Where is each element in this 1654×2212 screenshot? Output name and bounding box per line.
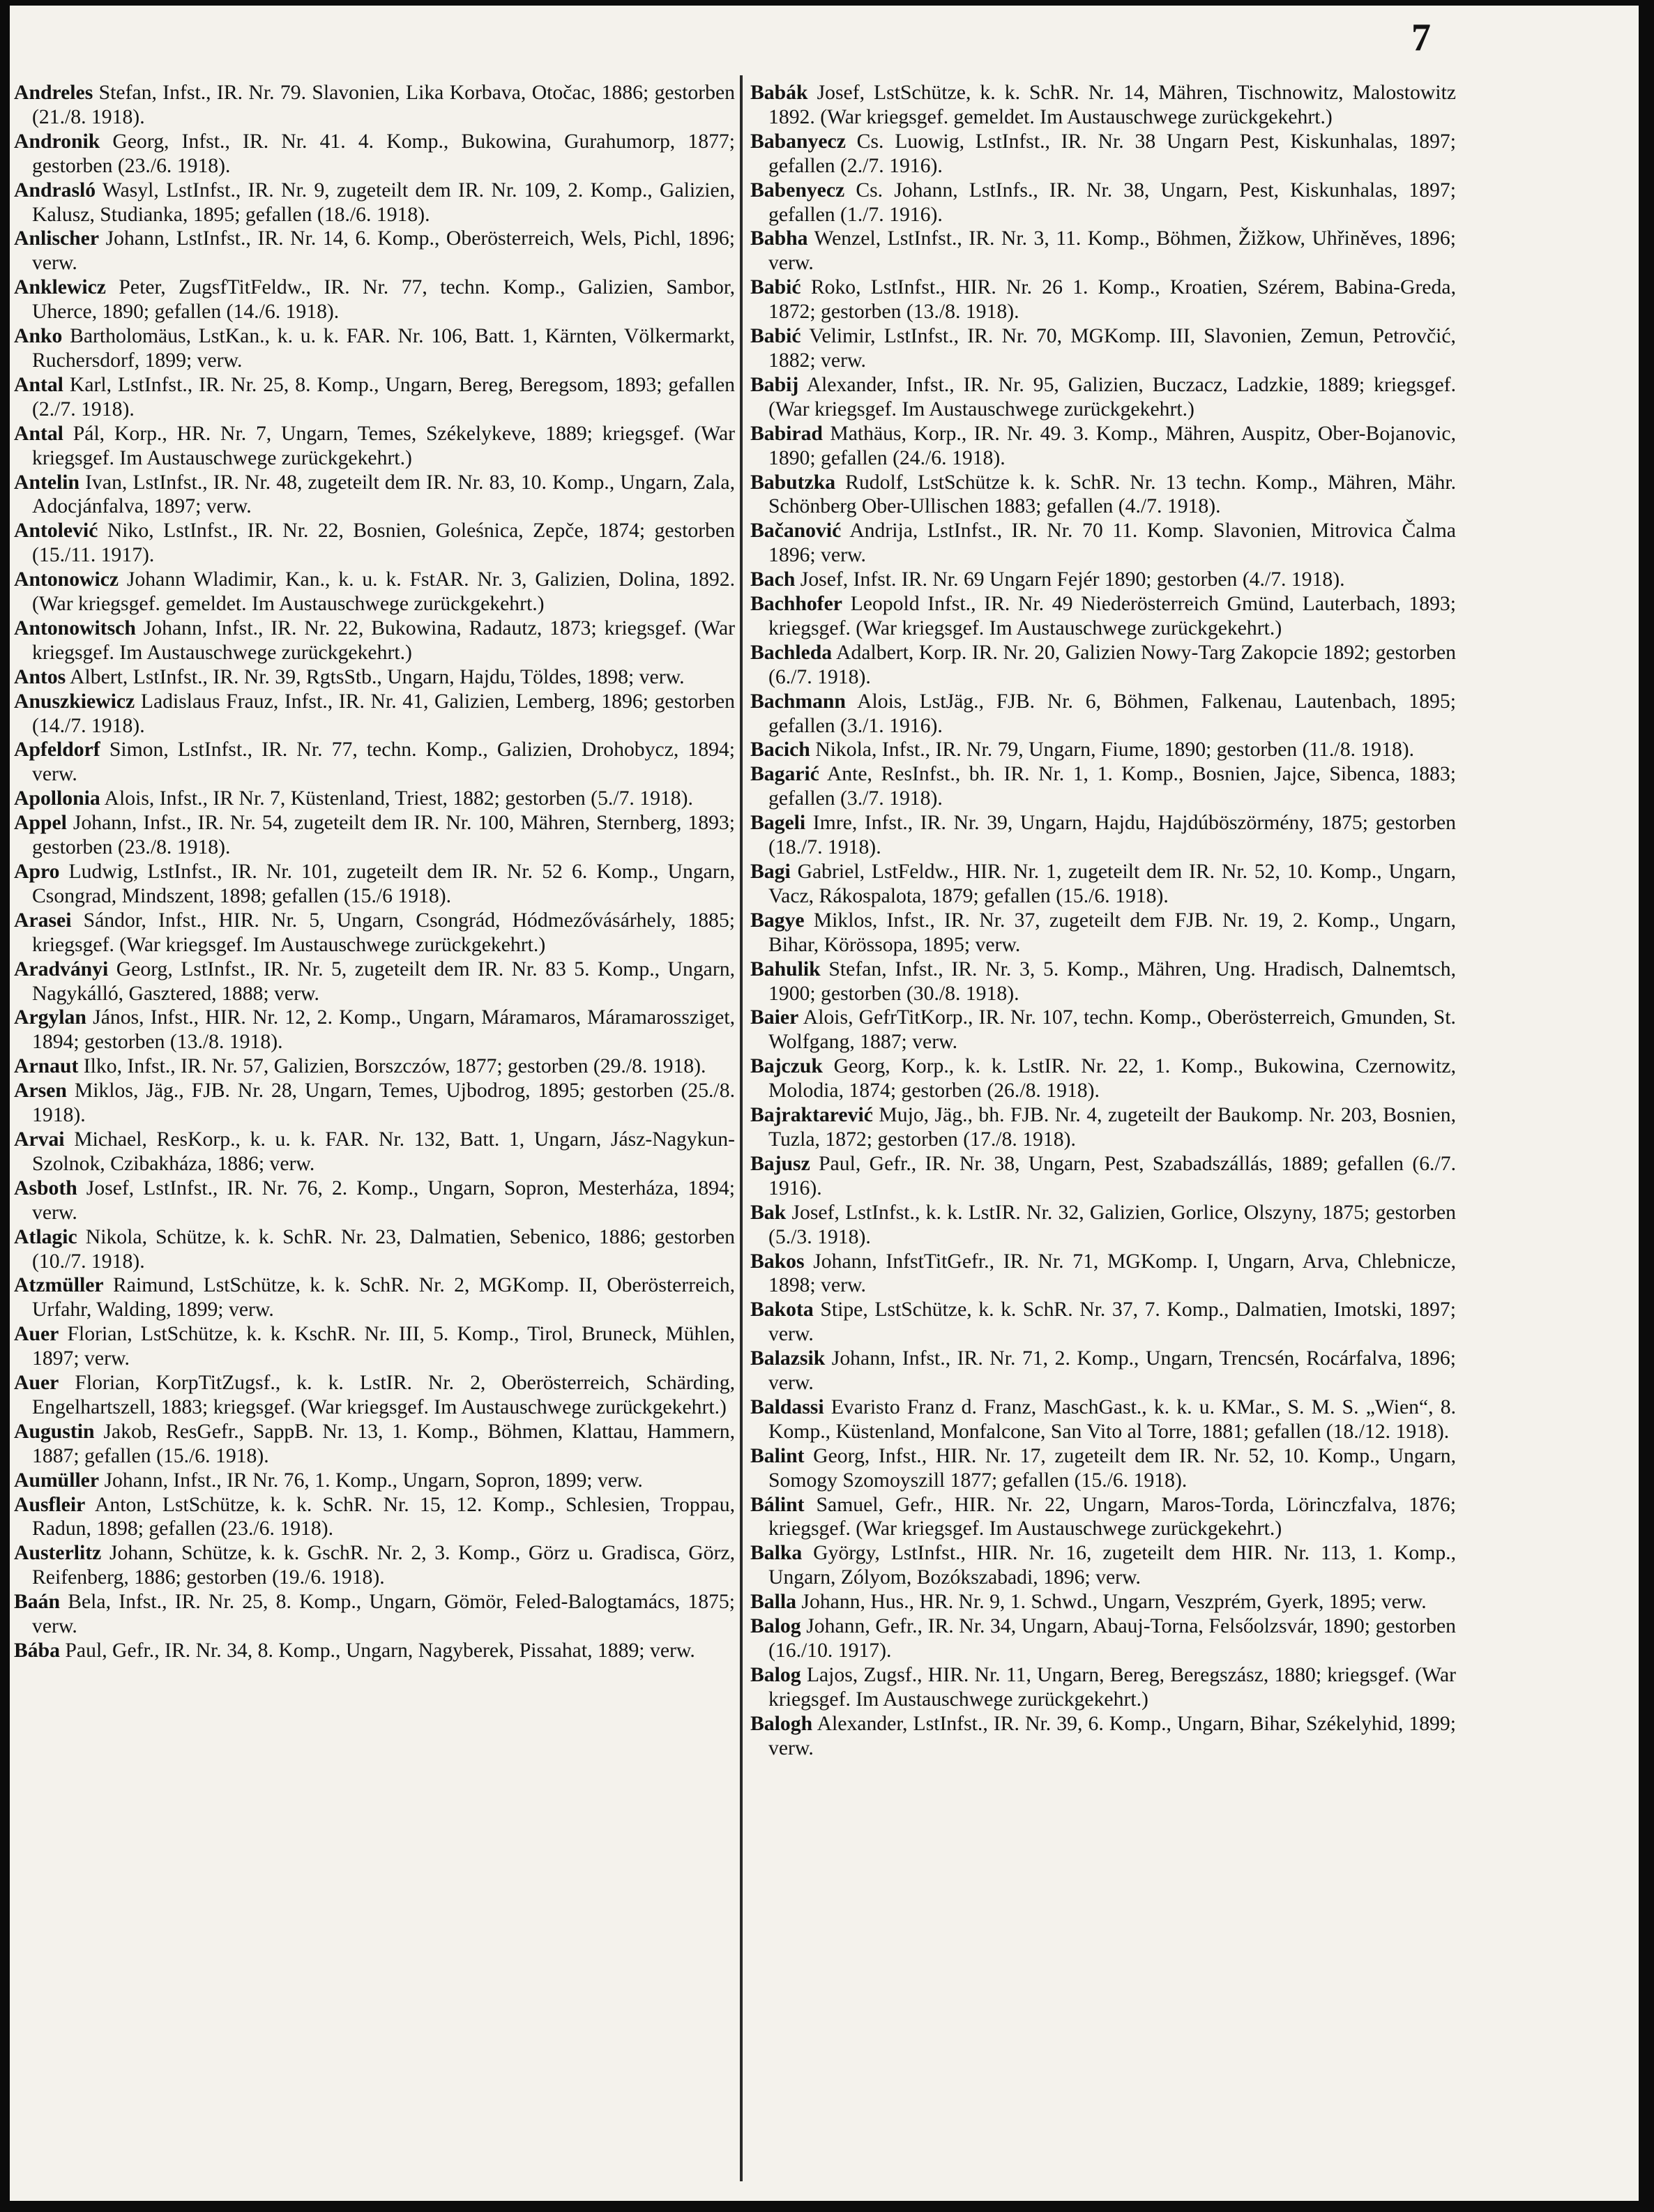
entry-details: Nikola, Infst., IR. Nr. 79, Ungarn, Fiume, 1890; gestorben (11./8. 1918). <box>815 738 1415 762</box>
entry-surname: Antonowicz <box>14 568 119 591</box>
entry-details: Cs. Luowig, LstInfst., IR. Nr. 38 Ungarn Pest, Kiskunhalas, 1897; gefallen (2./7. 1916). <box>768 130 1457 177</box>
entry-details: Niko, LstInfst., IR. Nr. 22, Bosnien, Goleśnica, Zepče, 1874; gestorben (15./11. 1917). <box>32 520 736 567</box>
entry-surname: Bačanović <box>750 520 842 543</box>
entry-surname: Bakos <box>750 1250 805 1273</box>
entry-surname: Bajczuk <box>750 1055 823 1078</box>
casualty-entry <box>750 957 1456 1006</box>
entry-details: Leopold Infst., IR. Nr. 49 Niederösterreich Gmünd, Lauterbach, 1893; kriegsgef. (War kriegsgef. Im Austauschwege zurückgekehrt.) <box>768 593 1457 639</box>
entry-surname: Balla <box>750 1591 796 1614</box>
entry-details: Adalbert, Korp. IR. Nr. 20, Galizien Nowy-Targ Zakopcie 1892; gestorben (6./7. 1918). <box>768 641 1456 688</box>
entry-surname: Bach <box>750 568 796 591</box>
casualty-entry <box>750 1054 1456 1103</box>
entry-surname: Appel <box>14 812 67 835</box>
entry-details: Johann, Infst., IR. Nr. 71, 2. Komp., Ungarn, Trencsén, Rocárfalva, 1896; verw. <box>768 1347 1457 1395</box>
entry-details: Johann Wladimir, Kan., k. u. k. FstAR. Nr. 3, Galizien, Dolina, 1892. (War kriegsgef. gemeldet. Im Austauschwege zurückgekehrt.) <box>32 568 735 616</box>
entry-details: Roko, LstInfst., HIR. Nr. 26 1. Komp., Kroatien, Szérem, Babina-Greda, 1872; gestorben (13./8. 1918). <box>768 276 1456 324</box>
entry-details: Karl, LstInfst., IR. Nr. 25, 8. Komp., Ungarn, Bereg, Beregsom, 1893; gefallen (2./7. 1918). <box>32 373 735 421</box>
casualty-entry <box>750 1493 1456 1542</box>
entry-details: Raimund, LstSchütze, k. k. SchR. Nr. 2, MGKomp. II, Oberösterreich, Urfahr, Walding, 1899; verw. <box>32 1274 736 1321</box>
entry-details: Josef, LstInfst., IR. Nr. 76, 2. Komp., Ungarn, Sopron, Mesterháza, 1894; verw. <box>32 1176 736 1224</box>
entry-details: Nikola, Schütze, k. k. SchR. Nr. 23, Dalmatien, Sebenico, 1886; gestorben (10./7. 1918). <box>32 1225 735 1273</box>
entry-details: Georg, Infst., IR. Nr. 41. 4. Komp., Bukowina, Gurahumorp, 1877; gestorben (23./6. 1918). <box>32 130 736 177</box>
entry-surname: Auer <box>14 1323 59 1346</box>
entry-details: Wasyl, LstInfst., IR. Nr. 9, zugeteilt dem IR. Nr. 109, 2. Komp., Galizien, Kalusz, Studianka, 1895; gefallen (18./6. 1918). <box>32 179 735 226</box>
casualty-entry <box>14 1079 735 1128</box>
entry-surname: Antal <box>14 422 63 445</box>
entry-surname: Babenyecz <box>750 179 845 202</box>
casualty-entry <box>750 1712 1456 1761</box>
entry-surname: Apro <box>14 861 60 883</box>
entry-details: Pál, Korp., HR. Nr. 7, Ungarn, Temes, Székelykeve, 1889; kriegsgef. (War kriegsgef. Im Austauschwege zurückgekehrt.) <box>32 422 736 469</box>
entry-surname: Baán <box>14 1591 60 1614</box>
entry-details: Imre, Infst., IR. Nr. 39, Ungarn, Hajdu, Hajdúböszörmény, 1875; gestorben (18./7. 1918). <box>768 812 1457 859</box>
casualty-entry <box>14 1469 735 1493</box>
entry-surname: Balka <box>750 1542 803 1565</box>
entry-details: Samuel, Gefr., HIR. Nr. 22, Ungarn, Maros-Torda, Lörinczfalva, 1876; kriegsgef. (War kriegsgef. Im Austauschwege zurückgekehrt.) <box>768 1493 1457 1540</box>
casualty-entry <box>750 179 1456 227</box>
entry-details: Rudolf, LstSchütze k. k. SchR. Nr. 13 techn. Komp., Mähren, Mähr. Schönberg Ober-Ullischen 1883; gefallen (4./7. 1918). <box>768 471 1456 518</box>
entry-surname: Bagi <box>750 861 791 883</box>
entry-details: Georg, Korp., k. k. LstIR. Nr. 22, 1. Komp., Bukowina, Czernowitz, Molodia, 1874; gestorben (26./8. 1918). <box>768 1055 1457 1103</box>
entry-surname: Antolević <box>14 520 98 543</box>
casualty-entry <box>750 81 1456 130</box>
casualty-entry <box>14 616 735 665</box>
entry-surname: Antelin <box>14 471 80 494</box>
entry-surname: Ausfleir <box>14 1493 86 1516</box>
casualty-entry <box>14 422 735 471</box>
casualty-entry <box>750 811 1456 860</box>
entry-surname: Bachmann <box>750 690 846 713</box>
entry-surname: Bagarić <box>750 763 819 786</box>
entry-surname: Bak <box>750 1201 787 1224</box>
casualty-entry <box>14 1225 735 1274</box>
entry-details: Ludwig, LstInfst., IR. Nr. 101, zugeteilt dem IR. Nr. 52 6. Komp., Ungarn, Csongrad, Mindszent, 1898; gefallen (15./6 1918). <box>32 861 735 907</box>
entry-details: Johann, Hus., HR. Nr. 9, 1. Schwd., Ungarn, Veszprém, Gyerk, 1895; verw. <box>801 1591 1427 1614</box>
entry-details: Bartholomäus, LstKan., k. u. k. FAR. Nr. 106, Batt. 1, Kärnten, Völkermarkt, Ruchersdorf, 1899; verw. <box>32 325 735 372</box>
entry-details: Johann, Infst., IR. Nr. 54, zugeteilt dem IR. Nr. 100, Mähren, Sternberg, 1893; gestorben (23./8. 1918). <box>32 812 736 859</box>
entry-details: Alexander, Infst., IR. Nr. 95, Galizien, Buczacz, Ladzkie, 1889; kriegsgef. (War kriegsgef. Im Austauschwege zurückgekehrt.) <box>768 373 1456 421</box>
entry-surname: Antal <box>14 373 63 396</box>
casualty-entry <box>14 1176 735 1225</box>
casualty-entry <box>750 1298 1456 1347</box>
entry-details: Paul, Gefr., IR. Nr. 34, 8. Komp., Ungarn, Nagyberek, Pissahat, 1889; verw. <box>65 1639 695 1662</box>
entry-surname: Aradványi <box>14 957 109 980</box>
entry-surname: Bajraktarević <box>750 1104 873 1127</box>
entry-details: Johann, Infst., IR Nr. 76, 1. Komp., Ungarn, Sopron, 1899; verw. <box>104 1469 643 1492</box>
casualty-entry <box>750 373 1456 422</box>
casualty-entry <box>14 1541 735 1590</box>
entry-surname: Balazsik <box>750 1347 826 1370</box>
casualty-entry <box>14 130 735 179</box>
casualty-entry <box>14 1590 735 1639</box>
entry-details: Albert, LstInfst., IR. Nr. 39, RgtsStb., Ungarn, Hajdu, Töldes, 1898; verw. <box>70 665 685 688</box>
casualty-entry <box>750 1250 1456 1298</box>
entry-details: Gabriel, LstFeldw., HIR. Nr. 1, zugeteilt dem IR. Nr. 52, 10. Komp., Ungarn, Vacz, Rákospalota, 1879; gefallen (15./6. 1918). <box>768 861 1456 907</box>
entry-surname: Bacich <box>750 738 810 762</box>
entry-details: Anton, LstSchütze, k. k. SchR. Nr. 15, 12. Komp., Schlesien, Troppau, Radun, 1898; gefallen (23./6. 1918). <box>32 1493 735 1540</box>
entry-details: György, LstInfst., HIR. Nr. 16, zugeteilt dem HIR. Nr. 113, 1. Komp., Ungarn, Zólyom, Bozókszabadi, 1896; verw. <box>768 1542 1457 1589</box>
casualty-entry <box>14 738 735 787</box>
casualty-entry <box>14 1006 735 1054</box>
entry-surname: Balogh <box>750 1712 813 1735</box>
entry-details: Florian, KorpTitZugsf., k. k. LstIR. Nr. 2, Oberösterreich, Schärding, Engelhartszell, 1883; kriegsgef. (War kriegsgef. Im Austauschwege zurückgekehrt.) <box>32 1372 736 1418</box>
entry-surname: Arvai <box>14 1128 65 1151</box>
casualty-entry <box>14 81 735 130</box>
entry-surname: Babanyecz <box>750 130 846 153</box>
entry-surname: Anlischer <box>14 227 100 250</box>
entry-surname: Apollonia <box>14 787 100 810</box>
entry-details: Georg, Infst., HIR. Nr. 17, zugeteilt dem IR. Nr. 52, 10. Komp., Ungarn, Somogy Szomoyszill 1877; gefallen (15./6. 1918). <box>768 1444 1456 1492</box>
entry-surname: Babák <box>750 82 808 104</box>
entry-surname: Arsen <box>14 1080 67 1103</box>
entry-details: Ante, ResInfst., bh. IR. Nr. 1, 1. Komp., Bosnien, Jajce, Sibenca, 1883; gefallen (3./7. 1918). <box>768 763 1456 810</box>
casualty-entry <box>14 909 735 957</box>
entry-surname: Babić <box>750 276 801 299</box>
entry-surname: Babij <box>750 373 799 396</box>
entry-surname: Antos <box>14 665 66 688</box>
entry-details: Johann, Schütze, k. k. GschR. Nr. 2, 3. Komp., Görz u. Gradisca, Görz, Reifenberg, 1886; gestorben (19./6. 1918). <box>32 1542 736 1589</box>
entry-details: Josef, LstSchütze, k. k. SchR. Nr. 14, Mähren, Tischnowitz, Malostowitz 1892. (War kriegsgef. gemeldet. Im Austauschwege zurückgekehrt.) <box>768 82 1456 128</box>
entry-details: Lajos, Zugsf., HIR. Nr. 11, Ungarn, Bereg, Beregszász, 1880; kriegsgef. (War kriegsgef. Im Austauschwege zurückgekehrt.) <box>768 1663 1457 1711</box>
casualty-entry <box>750 762 1456 811</box>
casualty-entry <box>14 471 735 520</box>
entry-surname: Bagye <box>750 909 805 932</box>
entry-surname: Atzmüller <box>14 1274 104 1297</box>
entry-details: Josef, LstInfst., k. k. LstIR. Nr. 32, Galizien, Gorlice, Olszyny, 1875; gestorben (5./3. 1918). <box>768 1201 1457 1248</box>
entry-details: Miklos, Infst., IR. Nr. 37, zugeteilt dem FJB. Nr. 19, 2. Komp., Ungarn, Bihar, Körössopa, 1895; verw. <box>768 909 1456 956</box>
entry-surname: Babha <box>750 227 808 250</box>
casualty-entry <box>14 811 735 860</box>
entry-details: Johann, Gefr., IR. Nr. 34, Ungarn, Abauj-Torna, Felsőolzsvár, 1890; gestorben (16./10. 1917). <box>768 1615 1456 1662</box>
entry-details: Miklos, Jäg., FJB. Nr. 28, Ungarn, Temes, Ujbodrog, 1895; gestorben (25./8. 1918). <box>32 1080 735 1127</box>
entry-surname: Austerlitz <box>14 1542 102 1565</box>
casualty-entry <box>750 1590 1456 1614</box>
casualty-entry <box>14 568 735 616</box>
entry-surname: Arnaut <box>14 1055 79 1078</box>
casualty-entry <box>750 909 1456 957</box>
entry-details: Mujo, Jäg., bh. FJB. Nr. 4, zugeteilt der Baukomp. Nr. 203, Bosnien, Tuzla, 1872; gestorben (17./8. 1918). <box>768 1104 1456 1151</box>
entry-details: Alexander, LstInfst., IR. Nr. 39, 6. Komp., Ungarn, Bihar, Székelyhid, 1899; verw. <box>768 1712 1456 1759</box>
casualty-entry <box>14 179 735 227</box>
entry-surname: Bajusz <box>750 1152 810 1175</box>
entry-surname: Arasei <box>14 909 72 932</box>
entry-details: Johann, LstInfst., IR. Nr. 14, 6. Komp., Oberösterreich, Wels, Pichl, 1896; verw. <box>32 227 735 275</box>
casualty-entry <box>750 592 1456 641</box>
entry-surname: Augustin <box>14 1420 95 1443</box>
entry-surname: Bachhofer <box>750 593 842 616</box>
entry-surname: Bába <box>14 1639 60 1662</box>
entry-surname: Balog <box>750 1663 801 1686</box>
entry-surname: Andronik <box>14 130 100 153</box>
entry-details: Johann, Infst., IR. Nr. 22, Bukowina, Radautz, 1873; kriegsgef. (War kriegsgef. Im Austauschwege zurückgekehrt.) <box>32 616 736 664</box>
entry-surname: Babić <box>750 325 801 348</box>
casualty-entry <box>750 738 1456 762</box>
casualty-entry <box>750 1152 1456 1201</box>
column-divider <box>740 75 743 2181</box>
entry-surname: Anuszkiewicz <box>14 690 135 713</box>
entry-details: Stefan, Infst., IR. Nr. 3, 5. Komp., Mähren, Ung. Hradisch, Dalnemtsch, 1900; gestorben (30./8. 1918). <box>768 957 1456 1005</box>
entry-details: Jakob, ResGefr., SappB. Nr. 13, 1. Komp., Böhmen, Klattau, Hammern, 1887; gefallen (15./6. 1918). <box>32 1420 735 1467</box>
casualty-entry <box>750 1663 1456 1712</box>
entry-surname: Balint <box>750 1444 805 1467</box>
casualty-entry <box>14 227 735 275</box>
entry-surname: Asboth <box>14 1176 77 1199</box>
casualty-entry <box>750 1103 1456 1152</box>
entry-surname: Bachleda <box>750 641 833 664</box>
entry-details: Mathäus, Korp., IR. Nr. 49. 3. Komp., Mähren, Auspitz, Ober-Bojanovic, 1890; gefallen (24./6. 1918). <box>768 422 1456 469</box>
entry-details: Georg, LstInfst., IR. Nr. 5, zugeteilt dem IR. Nr. 83 5. Komp., Ungarn, Nagykálló, Gasztered, 1888; verw. <box>32 957 735 1005</box>
entry-surname: Argylan <box>14 1006 86 1029</box>
entry-surname: Andrasló <box>14 179 96 202</box>
casualty-entry <box>14 1639 735 1663</box>
entry-surname: Apfeldorf <box>14 738 100 762</box>
entry-surname: Bálint <box>750 1493 805 1516</box>
casualty-entry <box>750 130 1456 179</box>
entry-details: Josef, Infst. IR. Nr. 69 Ungarn Fejér 1890; gestorben (4./7. 1918). <box>800 568 1345 591</box>
casualty-entry <box>14 324 735 373</box>
entry-surname: Aumüller <box>14 1469 100 1492</box>
casualty-entry <box>750 568 1456 592</box>
casualty-entry <box>750 519 1456 568</box>
right-column <box>750 81 1456 1761</box>
entry-surname: Babutzka <box>750 471 836 494</box>
casualty-entry <box>14 1420 735 1469</box>
entry-details: Velimir, LstInfst., IR. Nr. 70, MGKomp. III, Slavonien, Zemun, Petrovčić, 1882; verw. <box>768 325 1456 372</box>
casualty-entry <box>750 641 1456 690</box>
entry-details: Andrija, LstInfst., IR. Nr. 70 11. Komp. Slavonien, Mitrovica Čalma 1896; verw. <box>768 520 1456 567</box>
entry-details: Simon, LstInfst., IR. Nr. 77, techn. Komp., Galizien, Drohobycz, 1894; verw. <box>32 738 736 786</box>
entry-details: Cs. Johann, LstInfs., IR. Nr. 38, Ungarn, Pest, Kiskunhalas, 1897; gefallen (1./7. 1916). <box>768 179 1457 226</box>
entry-details: Stefan, Infst., IR. Nr. 79. Slavonien, Lika Korbava, Otočac, 1886; gestorben (21./8. 1918). <box>32 82 736 128</box>
entry-details: Wenzel, LstInfst., IR. Nr. 3, 11. Komp., Böhmen, Žižkow, Uhřiněves, 1896; verw. <box>768 227 1456 275</box>
casualty-entry <box>750 1444 1456 1493</box>
casualty-entry <box>14 373 735 422</box>
entry-surname: Anklewicz <box>14 276 106 299</box>
casualty-entry <box>750 324 1456 373</box>
casualty-entry <box>14 787 735 811</box>
casualty-entry <box>750 471 1456 520</box>
entry-surname: Bageli <box>750 812 806 835</box>
casualty-entry <box>14 690 735 738</box>
entry-details: Alois, LstJäg., FJB. Nr. 6, Böhmen, Falkenau, Lautenbach, 1895; gefallen (3./1. 1916). <box>768 690 1456 737</box>
entry-details: Ivan, LstInfst., IR. Nr. 48, zugeteilt dem IR. Nr. 83, 10. Komp., Ungarn, Zala, Adocjánfalva, 1897; verw. <box>32 471 736 518</box>
entry-surname: Balog <box>750 1615 801 1638</box>
casualty-entry <box>750 275 1456 324</box>
entry-details: Evaristo Franz d. Franz, MaschGast., k. k. u. KMar., S. M. S. „Wien“, 8. Komp., Küstenland, Monfalcone, San Vito al Torre, 1881; gefallen (18./12. 1918). <box>768 1395 1457 1443</box>
casualty-entry <box>750 1347 1456 1395</box>
casualty-entry <box>750 1006 1456 1054</box>
entry-details: Alois, Infst., IR Nr. 7, Küstenland, Triest, 1882; gestorben (5./7. 1918). <box>104 787 693 810</box>
casualty-entry <box>14 1273 735 1322</box>
entry-details: Florian, LstSchütze, k. k. KschR. Nr. III, 5. Komp., Tirol, Bruneck, Mühlen, 1897; verw. <box>32 1323 736 1370</box>
casualty-entry <box>14 275 735 324</box>
entry-details: Paul, Gefr., IR. Nr. 38, Ungarn, Pest, Szabadszállás, 1889; gefallen (6./7. 1916). <box>768 1152 1456 1199</box>
entry-surname: Bahulik <box>750 957 821 980</box>
casualty-entry <box>750 1614 1456 1663</box>
entry-details: János, Infst., HIR. Nr. 12, 2. Komp., Ungarn, Máramaros, Máramarossziget, 1894; gestorben (13./8. 1918). <box>32 1006 736 1054</box>
page-number: 7 <box>1411 16 1431 59</box>
entry-surname: Bakota <box>750 1298 814 1321</box>
entry-surname: Antonowitsch <box>14 616 136 639</box>
entry-surname: Auer <box>14 1372 59 1395</box>
casualty-entry <box>14 957 735 1006</box>
casualty-entry <box>14 519 735 568</box>
document-page <box>10 6 1639 2201</box>
entry-surname: Baier <box>750 1006 799 1029</box>
entry-surname: Andreles <box>14 82 93 104</box>
entry-details: Peter, ZugsfTitFeldw., IR. Nr. 77, techn. Komp., Galizien, Sambor, Uherce, 1890; gefallen (14./6. 1918). <box>32 276 735 324</box>
casualty-entry <box>14 1128 735 1176</box>
entry-details: Michael, ResKorp., k. u. k. FAR. Nr. 132, Batt. 1, Ungarn, Jász-Nagykun-Szolnok, Czibakháza, 1886; verw. <box>32 1128 735 1175</box>
casualty-entry <box>750 1395 1456 1444</box>
entry-details: Ilko, Infst., IR. Nr. 57, Galizien, Borszczów, 1877; gestorben (29./8. 1918). <box>83 1055 706 1078</box>
entry-details: Alois, GefrTitKorp., IR. Nr. 107, techn. Komp., Oberösterreich, Gmunden, St. Wolfgang, 1887; verw. <box>768 1006 1456 1054</box>
entry-details: Ladislaus Frauz, Infst., IR. Nr. 41, Galizien, Lemberg, 1896; gestorben (14./7. 1918). <box>32 690 735 737</box>
casualty-entry <box>14 1322 735 1371</box>
left-column <box>14 81 735 1663</box>
entry-surname: Baldassi <box>750 1395 824 1418</box>
casualty-entry <box>750 227 1456 275</box>
casualty-entry <box>14 860 735 909</box>
casualty-entry <box>14 665 735 690</box>
entry-details: Bela, Infst., IR. Nr. 25, 8. Komp., Ungarn, Gömör, Feled-Balogtamács, 1875; verw. <box>32 1591 735 1638</box>
casualty-entry <box>750 422 1456 471</box>
casualty-entry <box>14 1371 735 1420</box>
casualty-entry <box>14 1493 735 1542</box>
entry-surname: Anko <box>14 325 63 348</box>
entry-details: Johann, InfstTitGefr., IR. Nr. 71, MGKomp. I, Ungarn, Arva, Chlebnicze, 1898; verw. <box>768 1250 1457 1297</box>
casualty-entry <box>750 1201 1456 1250</box>
entry-surname: Babirad <box>750 422 823 445</box>
entry-details: Stipe, LstSchütze, k. k. SchR. Nr. 37, 7. Komp., Dalmatien, Imotski, 1897; verw. <box>768 1298 1457 1346</box>
casualty-entry <box>750 690 1456 738</box>
entry-details: Sándor, Infst., HIR. Nr. 5, Ungarn, Csongrád, Hódmezővásárhely, 1885; kriegsgef. (War kriegsgef. Im Austauschwege zurückgekehrt.) <box>32 909 735 956</box>
casualty-entry <box>750 860 1456 909</box>
casualty-entry <box>14 1054 735 1079</box>
casualty-entry <box>750 1541 1456 1590</box>
entry-surname: Atlagic <box>14 1225 77 1248</box>
